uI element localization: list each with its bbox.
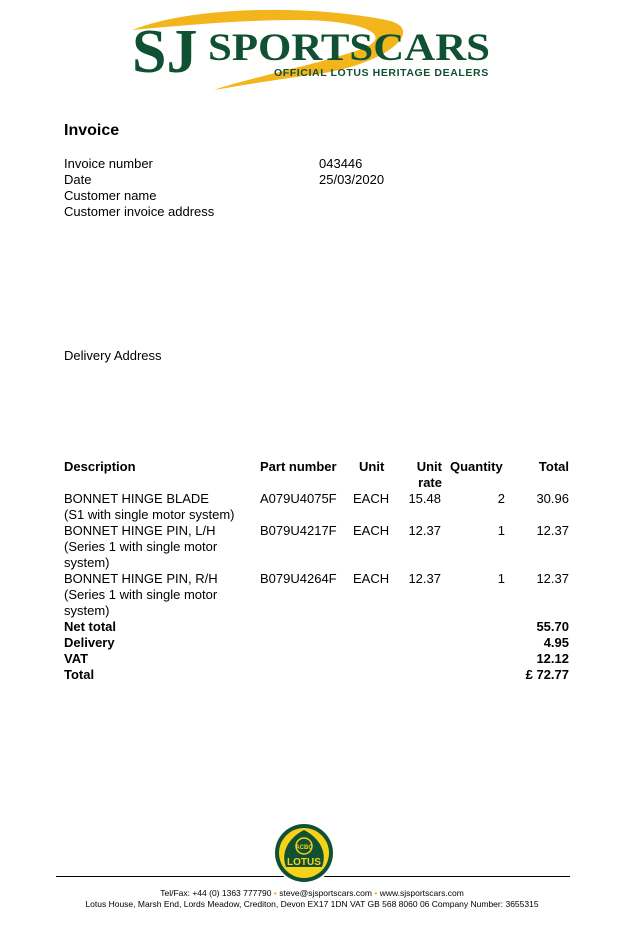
header-unit-rate-line1: Unit <box>416 459 442 474</box>
row-unit-rate: 15.48 <box>408 491 441 506</box>
delivery-value: 4.95 <box>543 635 569 650</box>
delivery-label: Delivery <box>64 635 115 650</box>
row-description-line: system) <box>64 603 110 618</box>
row-unit: EACH <box>353 571 390 586</box>
sj-sportscars-logo <box>128 8 498 94</box>
table-row <box>64 523 217 571</box>
row-description-line: (S1 with single motor system) <box>64 507 235 522</box>
vat-value: 12.12 <box>536 651 569 666</box>
grand-total-label: Total <box>64 667 95 682</box>
header-total: Total <box>538 459 569 474</box>
header-unit-rate-line2: rate <box>418 475 442 490</box>
footer-email: steve@sjsportscars.com <box>279 888 372 898</box>
row-quantity: 1 <box>497 523 505 538</box>
footer-web: www.sjsportscars.com <box>379 888 464 898</box>
logo-word: SPORTSCARS <box>208 26 490 69</box>
row-description-line: BONNET HINGE PIN, L/H <box>64 523 216 538</box>
logo-letters: SJ <box>132 18 198 86</box>
row-quantity: 2 <box>497 491 505 506</box>
lotus-badge-icon <box>272 821 336 885</box>
footer-contact <box>0 888 624 899</box>
header-unit: Unit <box>359 459 385 474</box>
net-total-label: Net total <box>64 619 116 634</box>
delivery-address-label: Delivery Address <box>64 348 162 363</box>
footer-address: Lotus House, Marsh End, Lords Meadow, Crediton, Devon EX17 1DN VAT GB 568 8060 06 Company Number: 3655315 <box>85 899 539 909</box>
customer-name-label: Customer name <box>64 188 157 203</box>
invoice-number-value: 043446 <box>319 156 363 171</box>
date-value: 25/03/2020 <box>319 172 385 187</box>
footer-bullet: • <box>273 888 277 898</box>
row-part-number: B079U4264F <box>260 571 337 586</box>
badge-text: LOTUS <box>287 857 321 868</box>
net-total-value: 55.70 <box>536 619 569 634</box>
header-part-number: Part number <box>260 459 337 474</box>
footer-bullet: • <box>374 888 378 898</box>
row-part-number: A079U4075F <box>260 491 337 506</box>
row-description-line: BONNET HINGE PIN, R/H <box>64 571 218 586</box>
header-quantity: Quantity <box>450 459 503 474</box>
row-unit-rate: 12.37 <box>408 571 441 586</box>
date-label: Date <box>64 172 92 187</box>
row-quantity: 1 <box>497 571 505 586</box>
row-total: 12.37 <box>536 571 569 586</box>
row-unit: EACH <box>353 491 390 506</box>
row-description-line: BONNET HINGE BLADE <box>64 491 209 506</box>
row-unit-rate: 12.37 <box>408 523 441 538</box>
badge-monogram: ACBC <box>295 845 313 851</box>
page-title: Invoice <box>64 122 120 139</box>
lotus-badge <box>272 821 336 885</box>
logo-tagline: OFFICIAL LOTUS HERITAGE DEALERS <box>274 67 489 79</box>
row-unit: EACH <box>353 523 390 538</box>
header-unit-rate <box>400 459 442 491</box>
row-description-line: (Series 1 with single motor <box>64 587 218 602</box>
company-logo <box>128 8 498 94</box>
invoice-number-label: Invoice number <box>64 156 153 171</box>
customer-address-label: Customer invoice address <box>64 204 215 219</box>
row-total: 12.37 <box>536 523 569 538</box>
row-part-number: B079U4217F <box>260 523 337 538</box>
grand-total-value: £ 72.77 <box>525 667 569 682</box>
table-row <box>64 491 235 523</box>
row-description-line: (Series 1 with single motor <box>64 539 218 554</box>
table-row <box>64 571 218 619</box>
row-description-line: system) <box>64 555 110 570</box>
footer-tel: Tel/Fax: +44 (0) 1363 777790 <box>160 888 272 898</box>
row-total: 30.96 <box>536 491 569 506</box>
vat-label: VAT <box>64 651 89 666</box>
header-description: Description <box>64 459 136 474</box>
